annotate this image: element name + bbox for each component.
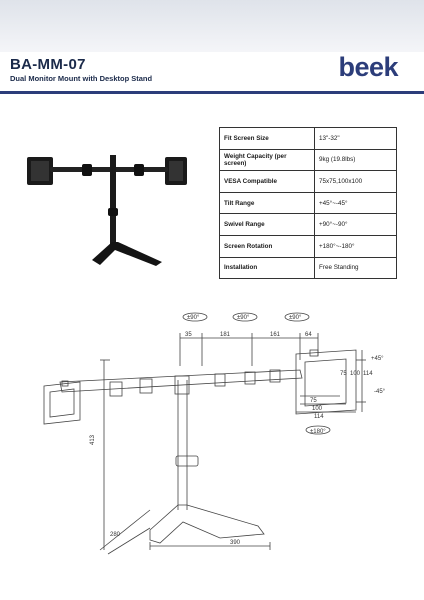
depth-label: 280 [110,532,121,538]
swivel-left-label: ±90° [187,315,200,321]
spec-value: 13"-32" [315,128,397,150]
dim-114-horizontal: 114 [314,414,324,420]
spec-label: VESA Compatible [220,171,315,193]
spec-row [220,171,397,193]
spec-label: Screen Rotation [220,235,315,257]
dimension-drawing [0,300,424,600]
header-band [0,0,424,52]
brand-logo: beek [338,52,398,82]
height-label: 413 [90,434,96,445]
swivel-mid-label: ±90° [237,315,250,321]
dim-75-vertical: 75 [340,371,347,377]
spec-value: +90°~-90° [315,214,397,236]
dim-35: 35 [185,332,192,338]
model-number: BA-MM-07 [10,56,86,73]
dim-114-vertical: 114 [363,371,373,377]
spec-value: Free Standing [315,257,397,279]
spec-value: 9kg (19.8lbs) [315,149,397,171]
dim-100-horizontal: 100 [312,406,323,412]
product-photo [22,150,192,270]
spec-label: Installation [220,257,315,279]
dim-75-horizontal: 75 [310,398,317,404]
rotation-label: ±180° [310,429,326,435]
swivel-right-label: ±90° [289,315,302,321]
dim-161: 161 [270,332,281,338]
dim-64: 64 [305,332,312,338]
spec-value: +45°~-45° [315,192,397,214]
spec-row [220,235,397,257]
tilt-down-label: -45° [374,389,386,395]
spec-label: Tilt Range [220,192,315,214]
spec-row [220,149,397,171]
dim-100-vertical: 100 [350,371,361,377]
tilt-up-label: +45° [371,356,384,362]
header-rule [0,91,424,94]
dim-181: 181 [220,332,231,338]
spec-label: Swivel Range [220,214,315,236]
spec-value: +180°~-180° [315,235,397,257]
spec-table [219,127,397,279]
spec-row [220,257,397,279]
spec-label: Fit Screen Size [220,128,315,150]
spec-row [220,192,397,214]
spec-value: 75x75,100x100 [315,171,397,193]
spec-row [220,128,397,150]
width-label: 390 [230,540,241,546]
spec-label: Weight Capacity (per screen) [220,149,315,171]
spec-row [220,214,397,236]
product-subtitle: Dual Monitor Mount with Desktop Stand [10,74,153,83]
